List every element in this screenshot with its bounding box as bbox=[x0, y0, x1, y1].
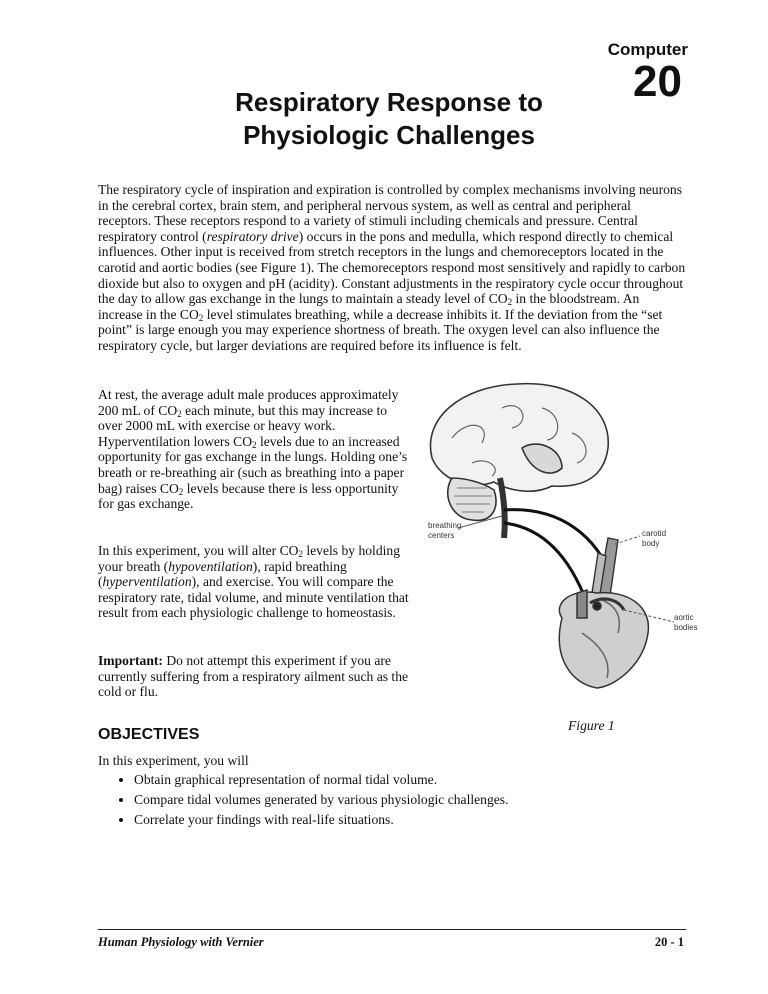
footer-page-number: 20 - 1 bbox=[654, 935, 684, 949]
label-aortic: aortic bbox=[674, 613, 694, 622]
respiratory-control-figure bbox=[412, 378, 702, 698]
title-line-2: Physiologic Challenges bbox=[243, 120, 535, 150]
footer-book-title: Human Physiology with Vernier bbox=[98, 935, 264, 949]
objectives-heading: OBJECTIVES bbox=[98, 726, 200, 743]
label-carotid: carotid bbox=[642, 529, 667, 538]
warning-paragraph: Important: Do not attempt this experiment if you are currently suffering from a respiratory ailment such as the cold or flu. bbox=[98, 653, 409, 700]
document-type-label: Computer bbox=[607, 40, 688, 59]
intro-paragraph: The respiratory cycle of inspiration and expiration is controlled by complex mechanisms involving neurons in the cerebral cortex, brain stem, and peripheral nervous system, as well as central and peripheral receptors. These receptors respond to a variety of stimuli including chemicals and pressure. Central respiratory control (respiratory drive) occurs in the pons and medulla, which respond directly to chemical influences. Other input is received from stretch receptors in the lungs and chemoreceptors located in the carotid and aortic bodies (see Figure 1). The chemoreceptors respond most sensitively and rapidly to carbon dioxide but also to oxygen and pH (acidity). Constant adjustments in the respiratory cycle occur throughout the day to allow gas exchange in the lungs to maintain a steady level of $CO_2$ in the bloodstream. An increase in the $CO_2$ level stimulates breathing, while a decrease inhibits it. If the deviation from the “set point” is large enough you may experience shortness of breath. The oxygen level can also influence the respiratory cycle, but larger deviations are required before its influence is felt. bbox=[98, 182, 686, 353]
label-body: body bbox=[642, 539, 660, 548]
footer-divider bbox=[98, 929, 686, 930]
document-number: 20 bbox=[633, 57, 682, 106]
label-breathing: breathing bbox=[428, 521, 462, 530]
label-bodies: bodies bbox=[674, 623, 698, 632]
label-centers: centers bbox=[428, 531, 455, 540]
heart-illustration bbox=[559, 590, 648, 688]
page-title bbox=[0, 86, 768, 152]
title-line-1: Respiratory Response to bbox=[235, 87, 543, 117]
objective-item: • Obtain graphical representation of normal tidal volume. bbox=[134, 770, 509, 790]
experiment-paragraph: In this experiment, you will alter $CO_2$ levels by holding your breath (hypoventilation), rapid breathing (hyperventilation), and exercise. You will compare the respiratory rate, tidal volume, and minute ventilation that result from each physiologic challenge to homeostasis. bbox=[98, 543, 409, 621]
objective-item: • Compare tidal volumes generated by various physiologic challenges. bbox=[134, 790, 509, 810]
co2-production-paragraph: At rest, the average adult male produces approximately 200 mL of $CO_2$ each minute, but this may increase to over 2000 mL with exercise or heavy work. Hyperventilation lowers $CO_2$ levels due to an increased opportunity for gas exchange in the lungs. Holding one’s breath or re-breathing air (such as breathing into a paper bag) raises $CO_2$ levels because there is less opportunity for gas exchange. bbox=[98, 387, 408, 512]
objectives-list bbox=[118, 770, 509, 830]
carotid-body-pointer bbox=[615, 536, 640, 544]
objectives-intro: In this experiment, you will bbox=[98, 753, 249, 768]
objective-item: • Correlate your findings with real-life situations. bbox=[134, 810, 509, 830]
figure-caption: Figure 1 bbox=[568, 718, 615, 733]
brain-illustration bbox=[430, 384, 608, 538]
